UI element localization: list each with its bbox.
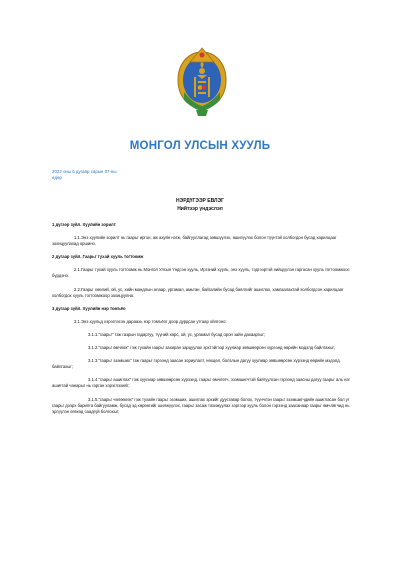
document-subtitle: Нийтээр үндэслэл xyxy=(177,205,223,212)
section-paragraph: 1.1.Энэ хуулийн зорилт нь гаарьг иргэн, аж ахуйн нэгж, байгууллагад зөвшүүлэх, өшигүүлэх болон түүнтэй холбогдон бусад харилцааг зохицуулахад оршино. xyxy=(52,235,337,247)
section-heading: 3 дугаар зүйл. Хуулийн нэр томъёо xyxy=(52,305,126,311)
definition-item: 3.1.4."гаарьг ашиглах" гэж хуулиар зөвшөөрсөн хүрээнд, гаарьг өмчлөгч, эзэмшигчтэй байгуулсан гэрээнд заасны дагуу гаарьг аль нэг ашигтай чанарыг нь гарган хэрэглэхийг; xyxy=(52,377,351,389)
definition-item: 3.1.5."гаарьг чөлөөлөх" гэж тухайн гаарьг эзэмших, ашиглах эрхийг дуусгавар болох, түүнчлэн гаарьг эзэмшигчдийн ашигласан бол уг гаарьг дээрх барилга байгууламж, бусад эд хөрөнгийг шилжүүлэх, гаарьг засаж тохижуулах зэргээр хууль болон гэрээнд заасанаар гаарьг өмчлөгчид нь эргүүлэн өгөхөд саадгүй болгохыг; xyxy=(52,396,350,414)
section-heading: 1 дүгээр зүйл. Хуулийн зорилт xyxy=(52,222,116,227)
document-body xyxy=(52,222,352,422)
date-line: 2022 оны 6 дугаар сарын 07-ны xyxy=(52,169,117,174)
section-paragraph: 2.1.Гаарьг тухай хууль тогтоомж нь Монгол Улсын Үндсэн хууль, Иргэний хууль, энэ хууль, тэдгээртэй нийцүүлэн гаргасан хууль тогтоомжоос бүрдэнэ. xyxy=(52,267,350,279)
law-title: МОНГОЛ УЛСЫН ХУУЛЬ xyxy=(129,140,271,152)
date-sub: өдөр xyxy=(52,175,62,181)
section-paragraph: 2.2.Гаарьг хөөлий, ой, ус, хийн мандлын алаар, ургамал, амьтан, байгалийн бусад баялгийг ашиглах, хамгаалахтай холбогдсон харилцааг холбогдох хууль тогтоомжоор зохицуулна. xyxy=(52,286,344,298)
section-heading: 2 дугаар зүйл. Гаарьг тухай хууль тогтоомж xyxy=(52,254,144,260)
definition-item: 3.1.3."гаарьг эзэмших" гэж гаарьг гэрээнд заасан зориулалт, нөхцөл, болзлын дагуу хуулиар зөвшөөрсөн хүрээнд өөрийн мэдэлд байлгахыг; xyxy=(52,358,340,370)
document-title: НЭРДҮГЭЭР ЕВЛЭГ xyxy=(176,198,224,204)
section-paragraph: 3.1.Энэ хуульд хэрэглэсэн дараахь нэр томъёог доор дурдсан утгаар ойлгоно: xyxy=(74,318,227,324)
adoption-date xyxy=(52,169,117,182)
definition-item: 3.1.1."гаарьг" гэж газрын гадаргуу, түүний хөрс, ой, ус, ургамал бусад орон зайн дахааргыг; xyxy=(88,331,266,337)
definition-item: 3.1.2."гаарьг өмчлөх" гэж тухайн гаарьг захиран зарцуулах эрхтэйгээр хуулиар зөвшөөрсөн хүрээнд өөрийн мэдэлд байлгахыг; xyxy=(88,345,336,351)
soyombo-emblem-icon xyxy=(170,44,234,120)
document-title-block xyxy=(0,198,400,213)
